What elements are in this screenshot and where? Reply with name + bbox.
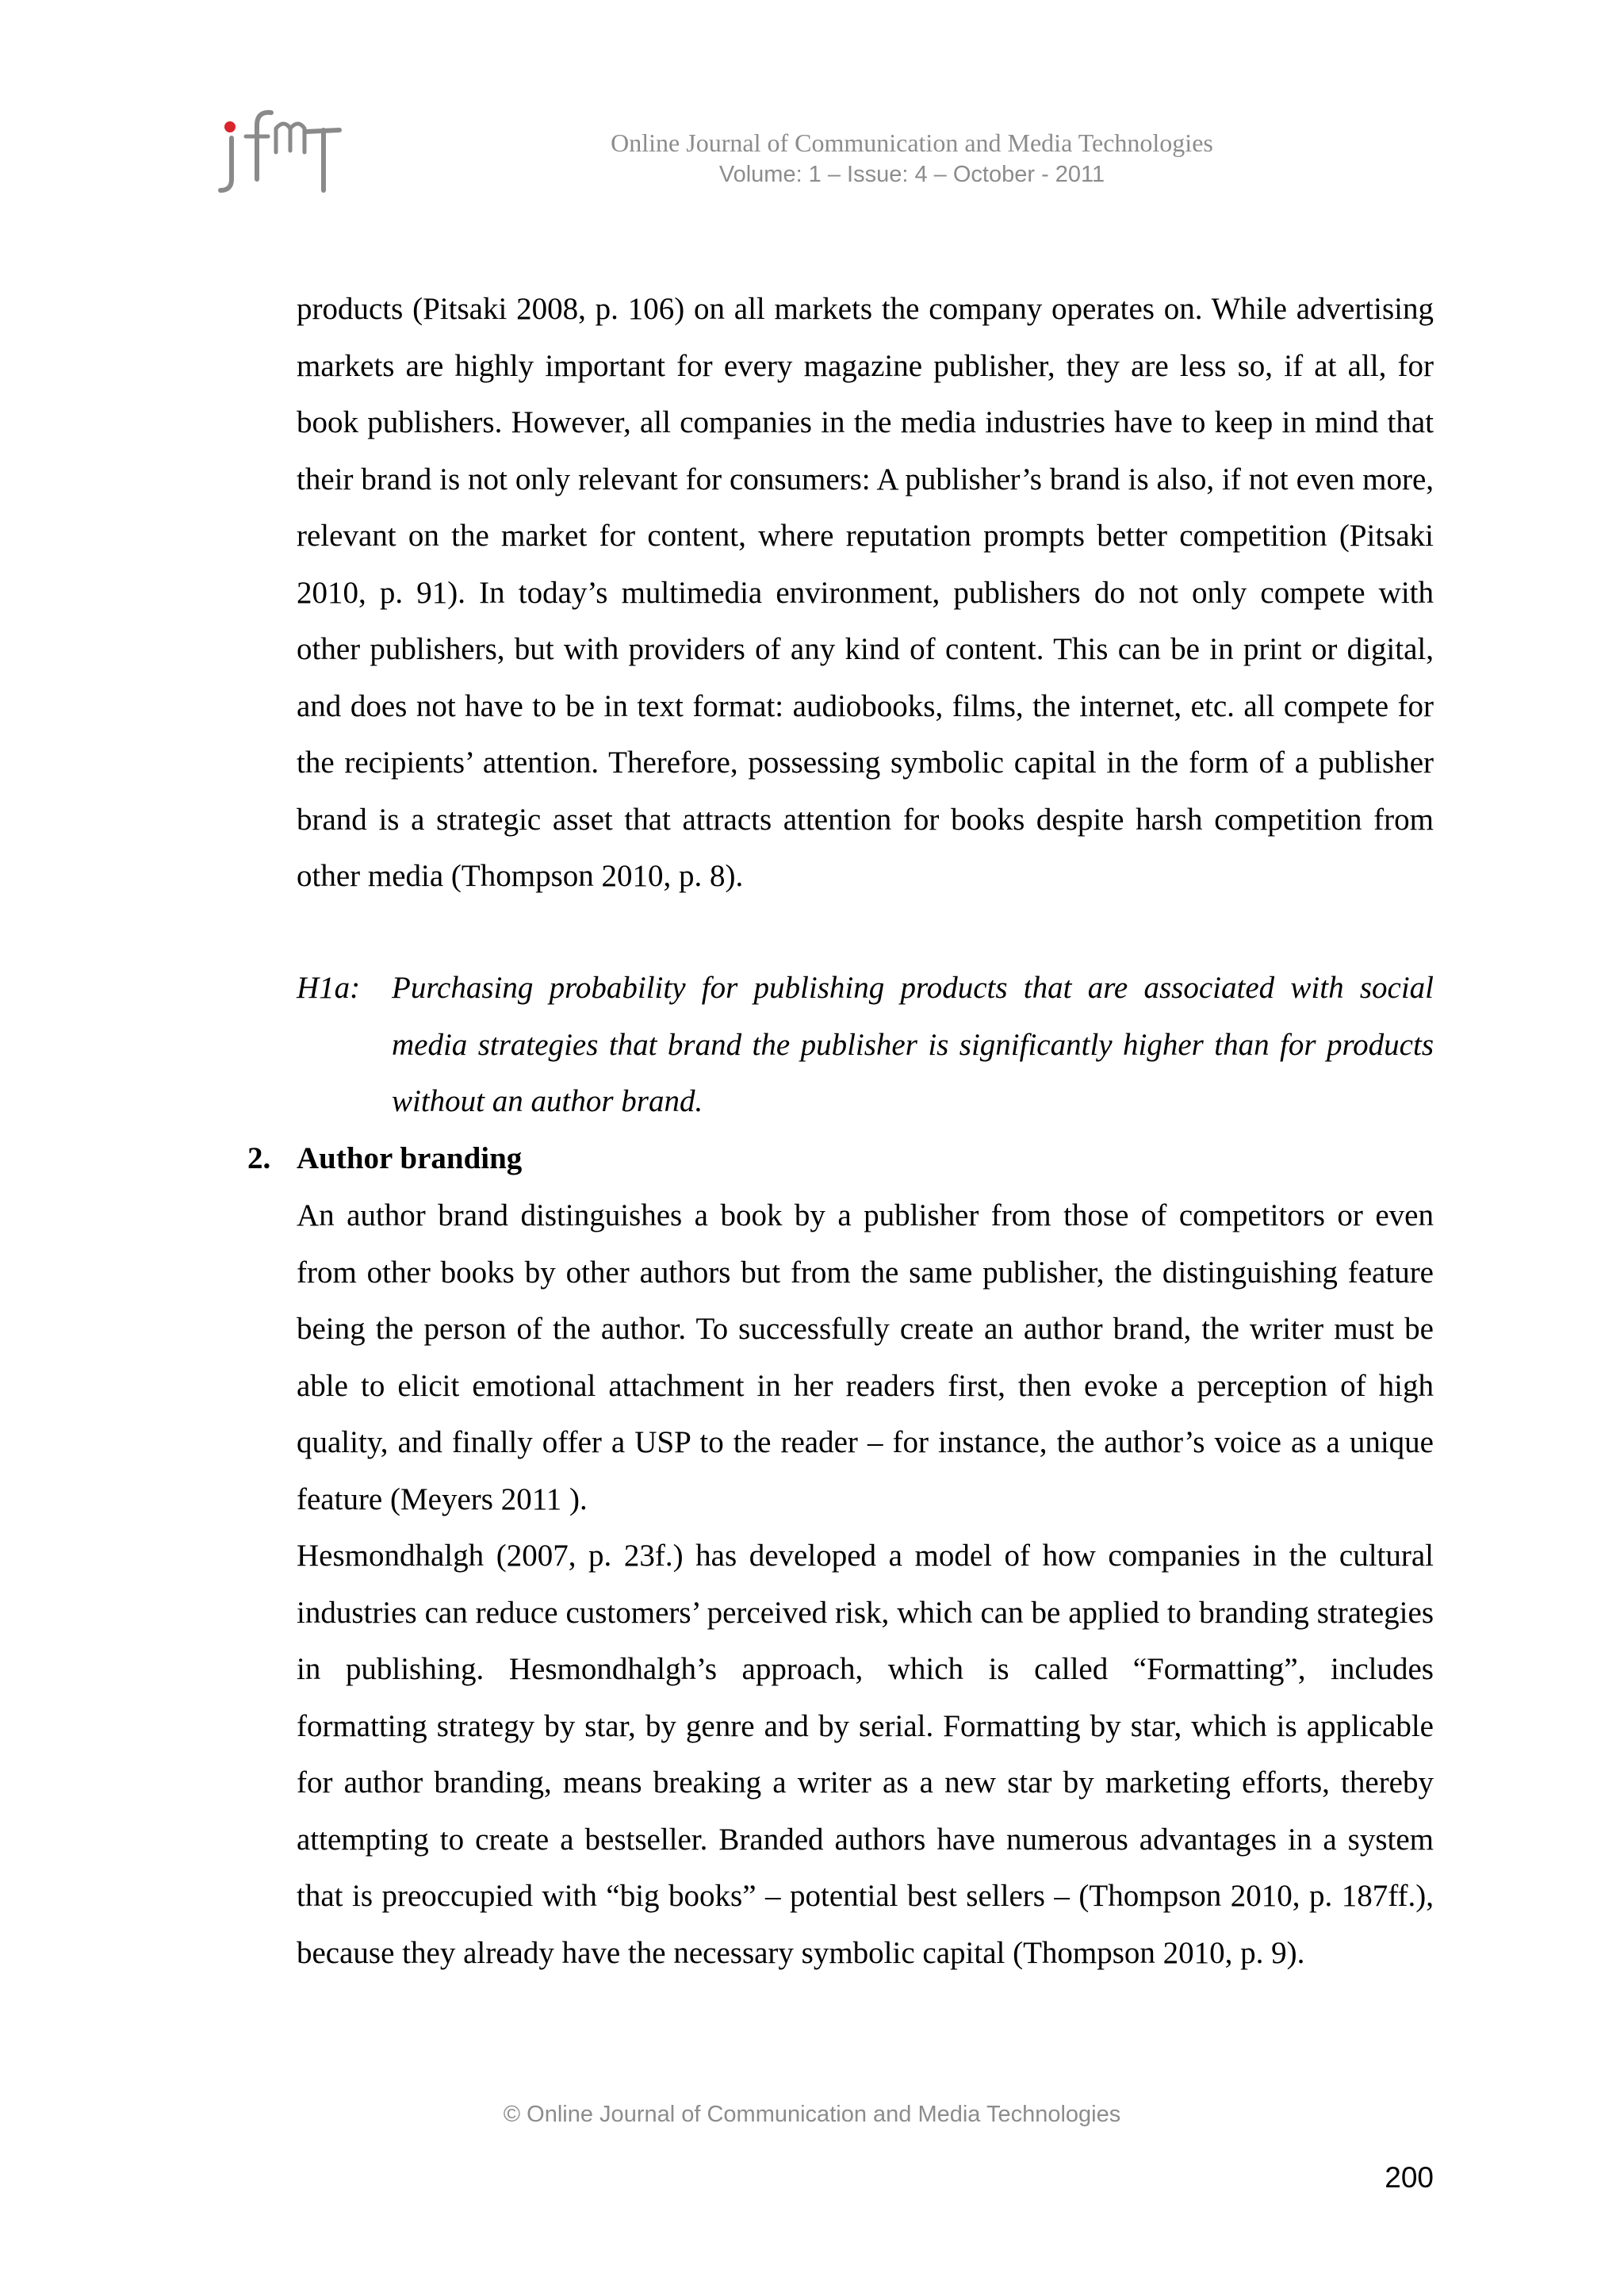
page-number: 200 <box>1385 2161 1434 2194</box>
paragraph: Hesmondhalgh (2007, p. 23f.) has developed a model of how companies in the cultural industries can reduce customers’ perceived risk, which can be applied to branding strategies in publishing. Hesmondhalgh’s approach, which is called “Formatting”, includes formatting strategy by star, by genre and by serial. Formatting by star, which is applicable for author branding, means breaking a writer as a new star by marketing efforts, thereby attempting to create a bestseller. Branded authors have numerous advantages in a system that is preoccupied with “big books” – potential best sellers – (Thompson 2010, p. 187ff.), because they already have the necessary symbolic capital (Thompson 2010, p. 9). <box>297 1539 1434 1970</box>
paragraph-1-block <box>297 281 1434 905</box>
hypothesis-h1a <box>297 960 1434 1130</box>
section-heading <box>247 1130 522 1187</box>
paragraph: products (Pitsaki 2008, p. 106) on all markets the company operates on. While advertising markets are highly important for every magazine publisher, they are less so, if at all, for book publishers. However, all companies in the media industries have to keep in mind that their brand is not only relevant for consumers: A publisher’s brand is also, if not even more, relevant on the market for content, where reputation prompts better competition (Pitsaki 2010, p. 91). In today’s multimedia environment, publishers do not only compete with other publishers, but with providers of any kind of content. This can be in print or digital, and does not have to be in text format: audiobooks, films, the internet, etc. all compete for the recipients’ attention. Therefore, possessing symbolic capital in the form of a publisher brand is a strategic asset that attracts attention for books despite harsh competition from other media (Thompson 2010, p. 8). <box>297 292 1434 893</box>
hypothesis-text: Purchasing probability for publishing products that are associated with social media strategies that brand the publisher is significantly higher than for products without an author brand. <box>392 971 1434 1118</box>
paragraph: An author brand distinguishes a book by a publisher from those of competitors or even from other books by other authors but from the same publisher, the distinguishing feature being the person of the author. To successfully create an author brand, the writer must be able to elicit emotional attachment in her readers first, then evoke a perception of high quality, and finally offer a USP to the reader – for instance, the author’s voice as a unique feature (Meyers 2011 ). <box>297 1198 1434 1516</box>
journal-name: Online Journal of Communication and Media Technologies <box>611 128 1213 157</box>
journal-logo <box>208 102 350 197</box>
section-number: 2. <box>247 1141 271 1175</box>
section-title: Author branding <box>297 1141 523 1175</box>
page-header <box>492 127 1332 190</box>
paragraph-2-3-block <box>297 1187 1434 1981</box>
volume-line: Volume: 1 – Issue: 4 – October - 2011 <box>718 162 1105 187</box>
footer-copyright: © Online Journal of Communication and Media Technologies <box>503 2102 1121 2127</box>
journal-logo-icon <box>208 102 350 197</box>
logo-dot <box>224 121 236 132</box>
hypothesis-label: H1a: <box>297 971 361 1005</box>
